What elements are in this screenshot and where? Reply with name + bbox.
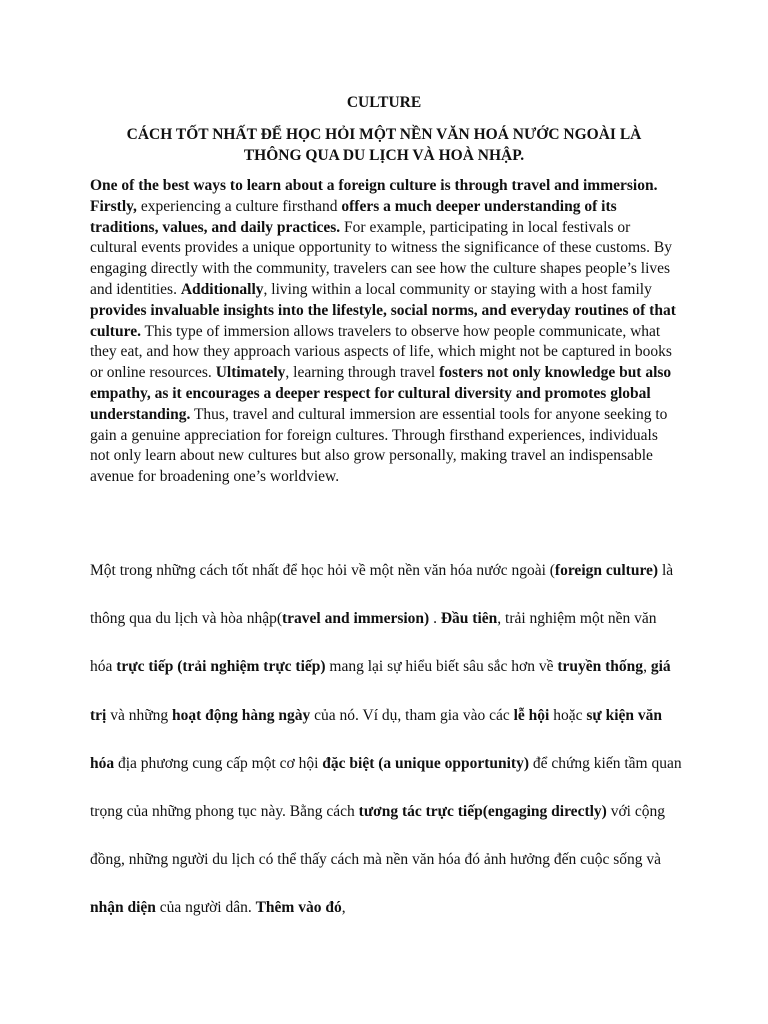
text-run: , [643, 658, 651, 676]
text-run: địa phương cung cấp một cơ hội [114, 754, 323, 772]
text-run: hoặc [549, 706, 587, 724]
english-paragraph [90, 176, 680, 488]
text-run-bold: Additionally [180, 280, 264, 298]
text-run: mang lại sự hiểu biết sâu sắc hơn về [325, 658, 558, 676]
text-run: This type of immersion allows travelers to observe how people communicate, what they eat, and how they approach various aspects of life, which might not be captured in books or online resources. [90, 322, 672, 382]
text-run: , learning through travel [285, 364, 440, 382]
text-run-bold: tương tác trực tiếp(engaging directly) [358, 803, 607, 821]
text-run-bold: truyền thống [557, 658, 644, 676]
text-run: để chứng kiến tầm quan trọng của những phong tục này. Bằng cách [90, 754, 682, 821]
text-run-bold: Ultimately [215, 364, 286, 382]
text-run: . [429, 610, 441, 628]
text-run: , living within a local community or staying with a host family [263, 280, 652, 298]
text-run: , [341, 899, 346, 917]
text-run-bold: Đầu tiên [440, 610, 498, 628]
text-run-bold: lễ hội [513, 706, 550, 724]
text-run-bold: provides invaluable insights into the lifestyle, social norms, and everyday routines of that culture. [90, 301, 676, 340]
text-run-bold: trực tiếp (trải nghiệm trực tiếp) [116, 658, 326, 676]
text-run-bold: đặc biệt (a unique opportunity) [322, 754, 529, 772]
text-run-bold: fosters not only knowledge but also empathy, as it encourages a deeper respect for cultural diversity and promotes global understanding. [90, 364, 672, 423]
text-run-bold: hoạt động hàng ngày [172, 706, 311, 724]
document-title: CULTURE [346, 94, 422, 111]
text-run: Một trong những cách tốt nhất để học hỏi về một nền văn hóa nước ngoài ( [90, 562, 555, 579]
text-run: và những [106, 706, 173, 724]
text-run-bold: sự kiện văn hóa [90, 706, 662, 772]
text-run-bold: Thêm vào đó [255, 899, 342, 917]
text-run-bold: foreign culture) [554, 562, 659, 579]
text-run: của nó. Ví dụ, tham gia vào các [310, 706, 514, 724]
text-run: của người dân. [155, 899, 256, 917]
text-run-bold: travel and immersion) [281, 610, 430, 628]
text-run-bold: giá trị [90, 658, 671, 724]
text-run: với cộng đồng, những người du lịch có thể thấy cách mà nền văn hóa đó ảnh hưởng đến cuộc sống và [90, 803, 665, 869]
text-run: là thông qua du lịch và hòa nhập( [90, 562, 674, 628]
text-run: experiencing a culture firsthand [136, 197, 342, 215]
text-run: Thus, travel and cultural immersion are essential tools for anyone seeking to gain a genuine appreciation for foreign cultures. Through firsthand experiences, individuals not only learn about new cultures but also grow personally, making travel an indispensable avenue for broadening one’s worldview. [90, 405, 668, 486]
vietnamese-paragraph [90, 547, 682, 933]
text-run-bold: offers a much deeper understanding of its traditions, values, and daily practices. [90, 197, 617, 236]
document-subtitle: CÁCH TỐT NHẤT ĐỂ HỌC HỎI MỘT NỀN VĂN HOÁ NƯỚC NGOÀI LÀ THÔNG QUA DU LỊCH VÀ HOÀ NHẬP. [126, 126, 642, 164]
text-run: For example, participating in local festivals or cultural events provides a unique opportunity to witness the significance of these customs. By engaging directly with the community, travelers can see how the culture shapes people’s lives and identities. [90, 218, 672, 298]
text-run: , trải nghiệm một nền văn hóa [90, 610, 657, 676]
text-run-bold: One of the best ways to learn about a foreign culture is through travel and immersion. Firstly, [90, 177, 658, 215]
text-run-bold: nhận diện [90, 899, 156, 917]
